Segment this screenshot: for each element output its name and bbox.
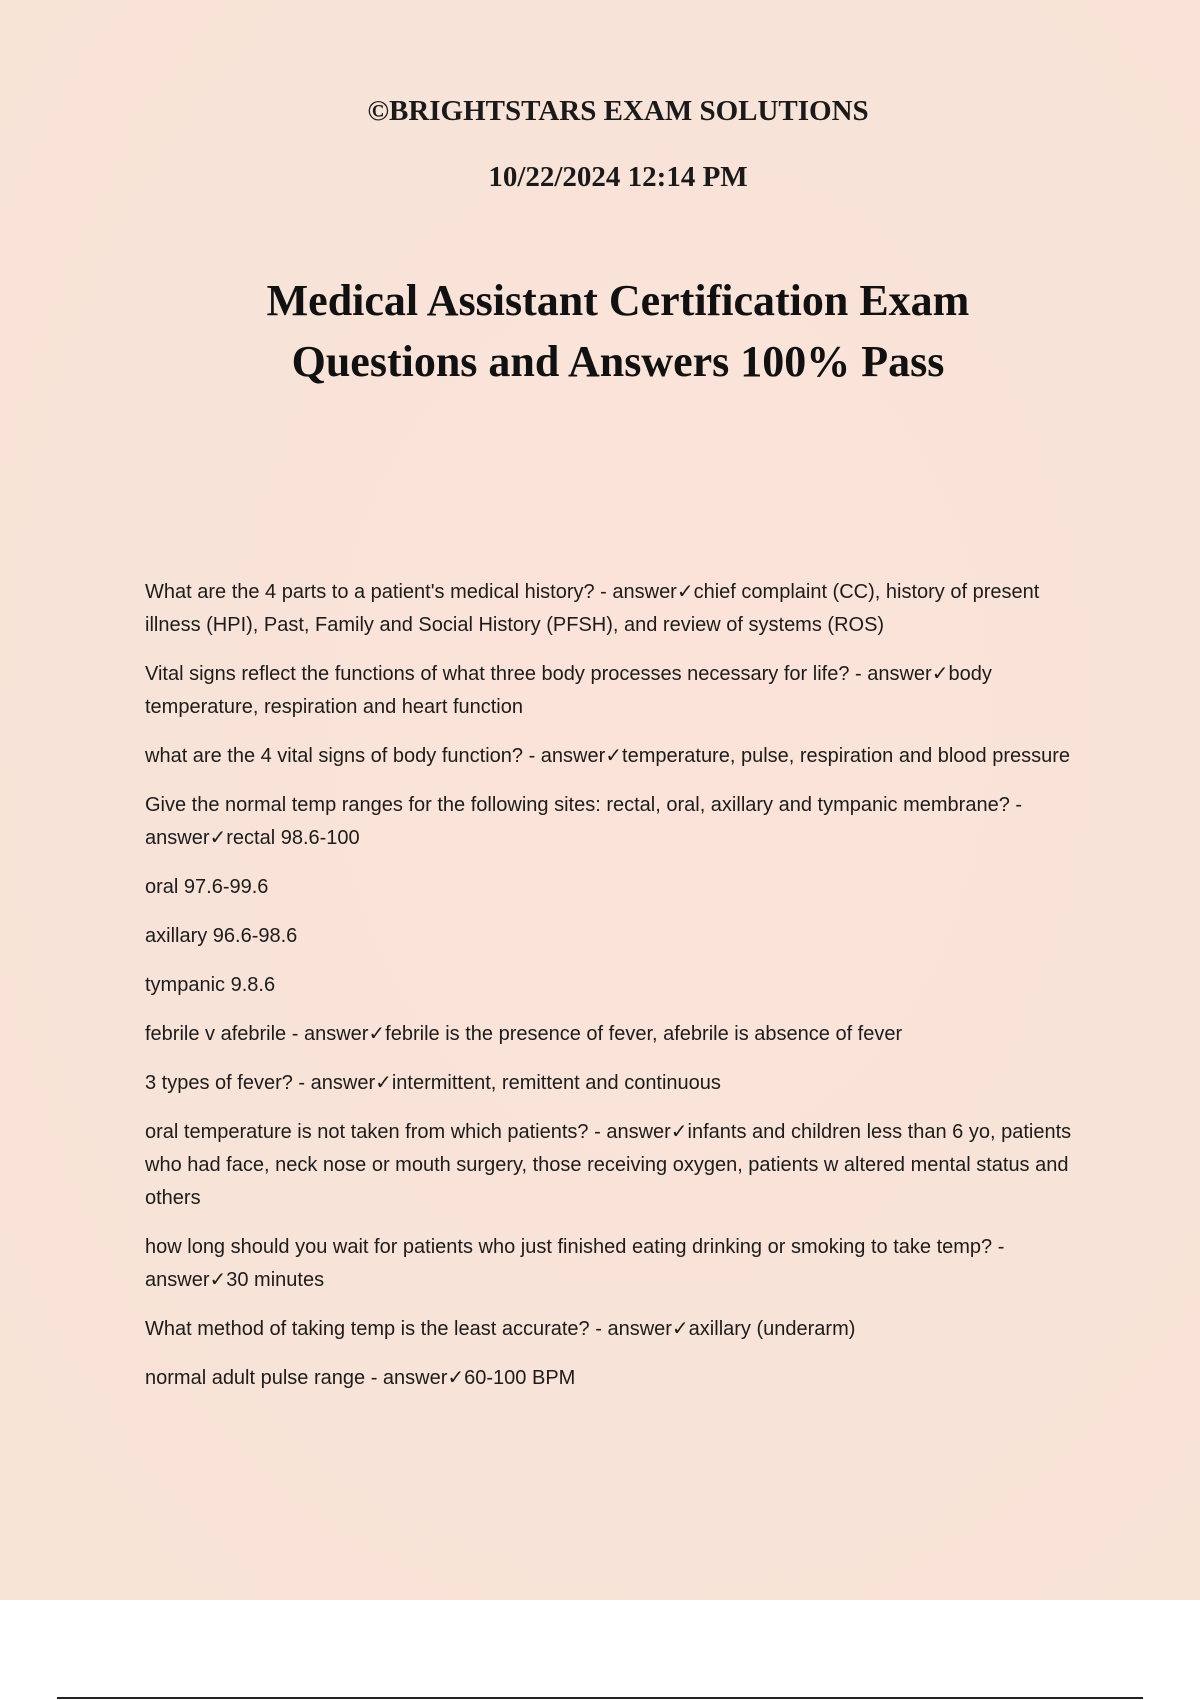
- qa-item: What method of taking temp is the least accurate? - answer✓axillary (underarm): [145, 1318, 856, 1340]
- qa-item: What are the 4 parts to a patient's medical history? - answer✓chief complaint (CC), history of present illness (HPI), Past, Family and Social History (PFSH), and review of systems (ROS): [145, 581, 1040, 636]
- print-timestamp: 10/22/2024 12:14 PM: [488, 161, 748, 193]
- qa-item: how long should you wait for patients who just finished eating drinking or smoking to take temp? - answer✓30 minutes: [145, 1236, 1005, 1291]
- qa-item: febrile v afebrile - answer✓febrile is the presence of fever, afebrile is absence of fever: [145, 1023, 903, 1045]
- qa-item: normal adult pulse range - answer✓60-100 BPM: [145, 1367, 576, 1389]
- qa-item: 3 types of fever? - answer✓intermittent, remittent and continuous: [145, 1072, 721, 1094]
- brand-header: ©BRIGHTSTARS EXAM SOLUTIONS: [367, 95, 869, 127]
- footer-divider: [57, 1697, 1143, 1699]
- qa-item: axillary 96.6-98.6: [145, 925, 298, 947]
- qa-item: oral 97.6-99.6: [145, 876, 269, 898]
- qa-item: Vital signs reflect the functions of what three body processes necessary for life? - answer✓body temperature, respiration and heart function: [145, 663, 992, 718]
- qa-item: oral temperature is not taken from which patients? - answer✓infants and children less than 6 yo, patients who had face, neck nose or mouth surgery, those receiving oxygen, patients w altered mental status and others: [145, 1121, 1072, 1209]
- qa-item: what are the 4 vital signs of body function? - answer✓temperature, pulse, respiration and blood pressure: [145, 745, 1071, 767]
- qa-list: [145, 576, 1095, 1411]
- qa-item: tympanic 9.8.6: [145, 974, 276, 996]
- document-title-line-1: Medical Assistant Certification Exam: [266, 276, 970, 325]
- document-title-line-2: Questions and Answers 100% Pass: [291, 337, 945, 386]
- qa-item: Give the normal temp ranges for the following sites: rectal, oral, axillary and tympanic membrane? - answer✓rectal 98.6-100: [145, 794, 1023, 849]
- document-title: [0, 270, 1200, 392]
